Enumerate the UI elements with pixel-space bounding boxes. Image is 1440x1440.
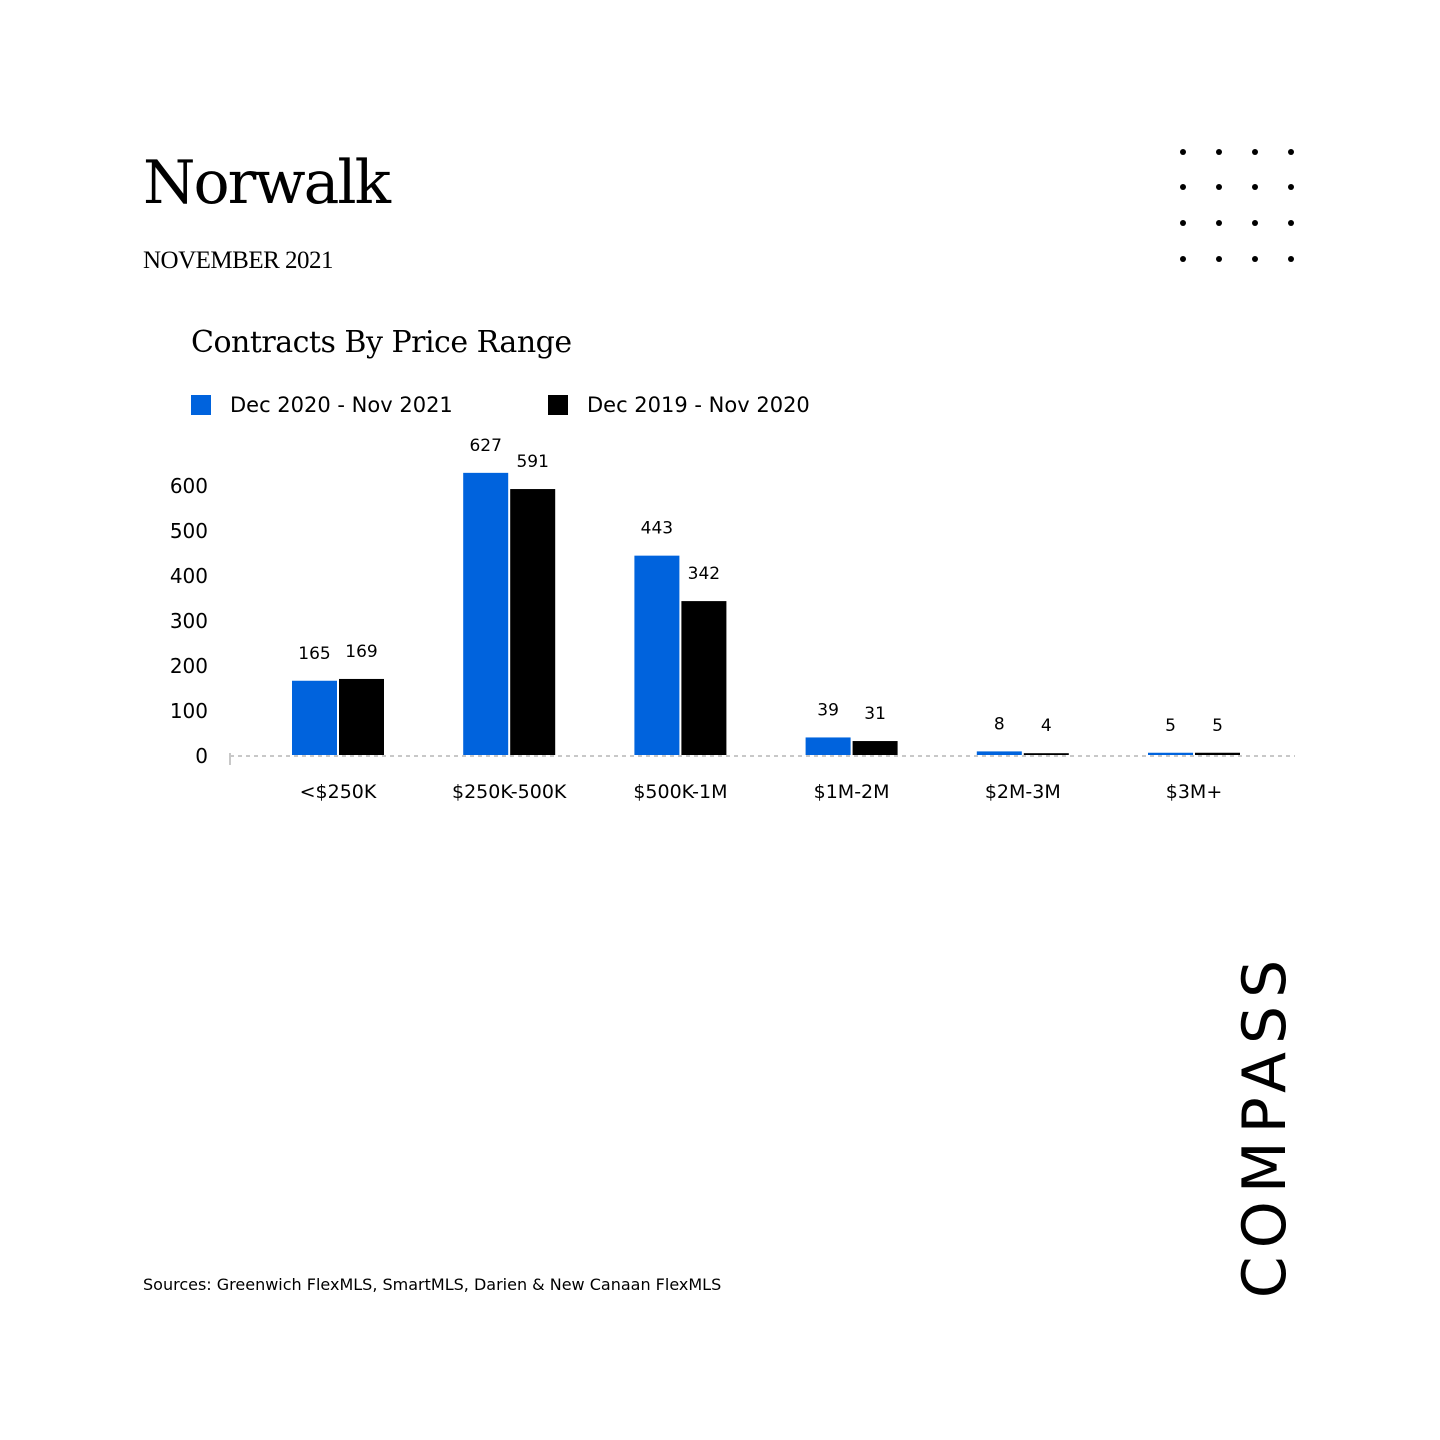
legend-label-current: Dec 2020 - Nov 2021 [230,393,453,417]
y-tick-label: 600 [169,474,208,498]
page-title: Norwalk [143,148,389,218]
x-tick-label: $1M-2M [813,781,890,803]
x-tick-label: <$250K [299,781,377,803]
bar-current [634,556,679,755]
bar-current [977,751,1022,755]
x-tick-label: $250K-500K [451,781,567,803]
y-tick-label: 0 [195,744,208,768]
y-tick-label: 200 [169,654,208,678]
bar-current [1148,753,1193,755]
legend-label-prior: Dec 2019 - Nov 2020 [587,393,810,417]
source-note: Sources: Greenwich FlexMLS, SmartMLS, Darien & New Canaan FlexMLS [143,1275,722,1294]
data-label: 5 [1165,715,1176,736]
data-label: 4 [1040,716,1052,737]
y-tick-label: 400 [169,564,208,588]
bar-prior [681,601,726,755]
x-tick-label: $500K-1M [633,781,728,803]
bar-prior [853,741,898,755]
data-label: 31 [864,704,886,725]
compass-logo: COMPASS [1230,951,1300,1299]
page-subtitle: NOVEMBER 2021 [143,247,334,274]
bar-prior [339,679,384,755]
y-tick-label: 100 [169,699,208,723]
data-label: 165 [298,643,331,664]
bar-current [463,473,508,755]
y-tick-label: 500 [169,519,208,543]
data-label: 627 [469,435,502,456]
bar-prior [510,489,555,755]
bar-current [292,681,337,755]
bar-prior [1024,753,1069,755]
data-label: 342 [687,564,721,585]
x-tick-label: $2M-3M [984,781,1061,803]
bar-current [806,737,851,755]
data-label: 591 [516,452,549,473]
chart-title: Contracts By Price Range [191,325,572,360]
x-tick-label: $3M+ [1165,781,1223,803]
data-label: 39 [817,700,839,721]
data-label: 169 [345,641,378,662]
data-label: 8 [993,714,1005,735]
y-tick-label: 300 [169,609,208,633]
bar-prior [1195,753,1240,755]
data-label: 5 [1212,715,1223,736]
data-label: 443 [640,518,674,539]
